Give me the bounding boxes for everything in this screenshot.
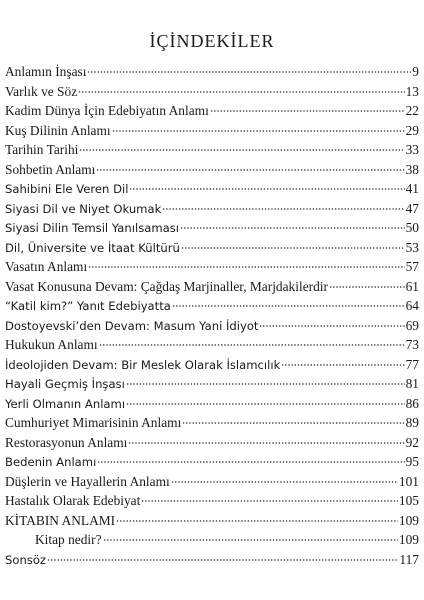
toc-entry xyxy=(5,218,419,238)
dot-leader xyxy=(329,286,405,288)
dot-leader xyxy=(281,364,404,366)
toc-entry xyxy=(5,413,419,433)
dot-leader xyxy=(112,130,405,132)
dot-leader xyxy=(182,422,404,424)
dot-leader xyxy=(141,500,398,502)
toc-entry xyxy=(5,511,419,531)
toc-entry-title: Sahibini Ele Veren Dil xyxy=(5,182,129,196)
toc-entry-title: Bedenin Anlamı xyxy=(5,455,97,469)
toc-entry xyxy=(5,355,419,375)
toc-entry-title: Sonsöz xyxy=(5,552,47,567)
dot-leader xyxy=(128,442,404,444)
toc-entry-page-number: 61 xyxy=(405,278,419,294)
toc-entry-title: Vasatın Anlamı xyxy=(5,259,88,274)
dot-leader xyxy=(126,383,405,385)
toc-entry-page-number: 50 xyxy=(405,220,419,235)
toc-entry-page-number: 109 xyxy=(398,512,419,528)
toc-entry xyxy=(5,452,419,472)
dot-leader xyxy=(99,344,405,346)
toc-entry-title: Hayali Geçmiş İnşası xyxy=(5,377,125,391)
toc-entry-page-number: 22 xyxy=(405,103,419,118)
toc-entry-page-number: 89 xyxy=(405,415,419,430)
toc-entry xyxy=(5,491,419,511)
toc-entry xyxy=(5,277,419,297)
toc-entry-title: Tarihin Tarihi xyxy=(5,142,79,157)
toc-entry-page-number: 101 xyxy=(398,473,419,489)
toc-entry-page-number: 92 xyxy=(405,434,419,450)
dot-leader xyxy=(116,520,398,522)
dot-leader xyxy=(129,188,404,190)
toc-entry-title: Siyasi Dil ve Niyet Okumak xyxy=(5,201,162,216)
toc-entry-page-number: 105 xyxy=(398,493,419,508)
toc-entry-title: Anlamın İnşası xyxy=(5,64,87,79)
toc-entry-title: Siyasi Dilin Temsil Yanılsaması xyxy=(5,221,180,235)
dot-leader xyxy=(103,539,398,541)
toc-entry-page-number: 95 xyxy=(405,454,419,469)
dot-leader xyxy=(87,71,411,73)
toc-entry-title: Cumhuriyet Mimarisinin Anlamı xyxy=(5,415,182,430)
toc-entry-page-number: 109 xyxy=(398,532,419,547)
toc-entry xyxy=(5,121,419,141)
toc-entry-page-number: 9 xyxy=(412,64,419,79)
toc-heading: İÇİNDEKİLER xyxy=(149,31,275,51)
toc-entry-title: Varlık ve Söz xyxy=(5,83,78,99)
toc-entry xyxy=(5,374,419,394)
toc-entry-title: Vasat Konusuna Devam: Çağdaş Marjinaller, Marjdakilerdir xyxy=(5,278,328,294)
toc-entry-page-number: 73 xyxy=(405,337,419,352)
toc-entry-title: İdeolojiden Devam: Bir Meslek Olarak İslamcılık xyxy=(5,357,281,372)
toc-entry-page-number: 86 xyxy=(405,395,419,411)
toc-entry xyxy=(5,101,419,121)
dot-leader xyxy=(259,325,404,327)
dot-leader xyxy=(96,169,404,171)
toc-entry-page-number: 69 xyxy=(405,317,419,333)
toc-entry xyxy=(5,433,419,453)
toc-entry-page-number: 117 xyxy=(399,551,419,567)
toc-entry-page-number: 13 xyxy=(405,83,419,99)
toc-entry-page-number: 38 xyxy=(405,161,419,177)
toc-entry-title: Hukukun Anlamı xyxy=(5,337,98,352)
dot-leader xyxy=(180,227,405,229)
toc-entry-page-number: 33 xyxy=(405,142,419,157)
dot-leader xyxy=(181,247,405,249)
toc-entry xyxy=(5,238,419,258)
dot-leader xyxy=(79,149,404,151)
toc-entry-title: Sohbetin Anlamı xyxy=(5,161,96,177)
toc-entry xyxy=(5,394,419,414)
dot-leader xyxy=(126,403,405,405)
toc-entry-title: Kitap nedir? xyxy=(35,532,102,547)
toc-entry xyxy=(5,335,419,355)
toc-entry-title: Dil, Üniversite ve İtaat Kültürü xyxy=(5,240,180,255)
toc-entry xyxy=(5,296,419,316)
toc-entry-title: Dostoyevski’den Devam: Masum Yani İdiyot xyxy=(5,318,259,333)
toc-entry xyxy=(5,257,419,277)
dot-leader xyxy=(210,110,405,112)
toc-entry xyxy=(5,82,419,102)
toc-entry-page-number: 29 xyxy=(405,122,419,138)
toc-entry-title: Hastalık Olarak Edebiyat xyxy=(5,493,141,508)
toc-entry-title: Kadim Dünya İçin Edebiyatın Anlamı xyxy=(5,103,209,118)
dot-leader xyxy=(171,481,398,483)
toc-entry-title: KİTABIN ANLAMI xyxy=(5,512,116,528)
dot-leader xyxy=(97,461,404,463)
toc-entry-page-number: 47 xyxy=(405,200,419,216)
toc-entry-title: Restorasyonun Anlamı xyxy=(5,434,128,450)
dot-leader xyxy=(78,91,404,93)
toc-entry-title: Yerli Olmanın Anlamı xyxy=(5,396,126,411)
toc-entry-page-number: 57 xyxy=(405,259,419,274)
toc-entry xyxy=(5,160,419,180)
toc-entry-page-number: 81 xyxy=(405,376,419,391)
toc-entry-title: Kuş Dilinin Anlamı xyxy=(5,122,111,138)
toc-entry xyxy=(5,140,419,160)
dot-leader xyxy=(47,559,398,561)
toc-entry xyxy=(5,472,419,492)
dot-leader xyxy=(88,266,404,268)
toc-entry xyxy=(5,62,419,82)
toc-entry-title: “Katil kim?” Yanıt Edebiyatta xyxy=(5,299,171,313)
toc-list xyxy=(5,62,419,569)
toc-entry-page-number: 53 xyxy=(405,239,419,255)
toc-entry xyxy=(5,550,419,570)
dot-leader xyxy=(172,305,405,307)
dot-leader xyxy=(162,208,404,210)
toc-entry xyxy=(5,179,419,199)
toc-entry xyxy=(5,530,419,550)
toc-entry-page-number: 64 xyxy=(405,298,419,313)
toc-entry xyxy=(5,199,419,219)
toc-entry-page-number: 41 xyxy=(405,181,419,196)
toc-entry-page-number: 77 xyxy=(405,356,419,372)
toc-entry-title: Düşlerin ve Hayallerin Anlamı xyxy=(5,473,170,489)
toc-entry xyxy=(5,316,419,336)
